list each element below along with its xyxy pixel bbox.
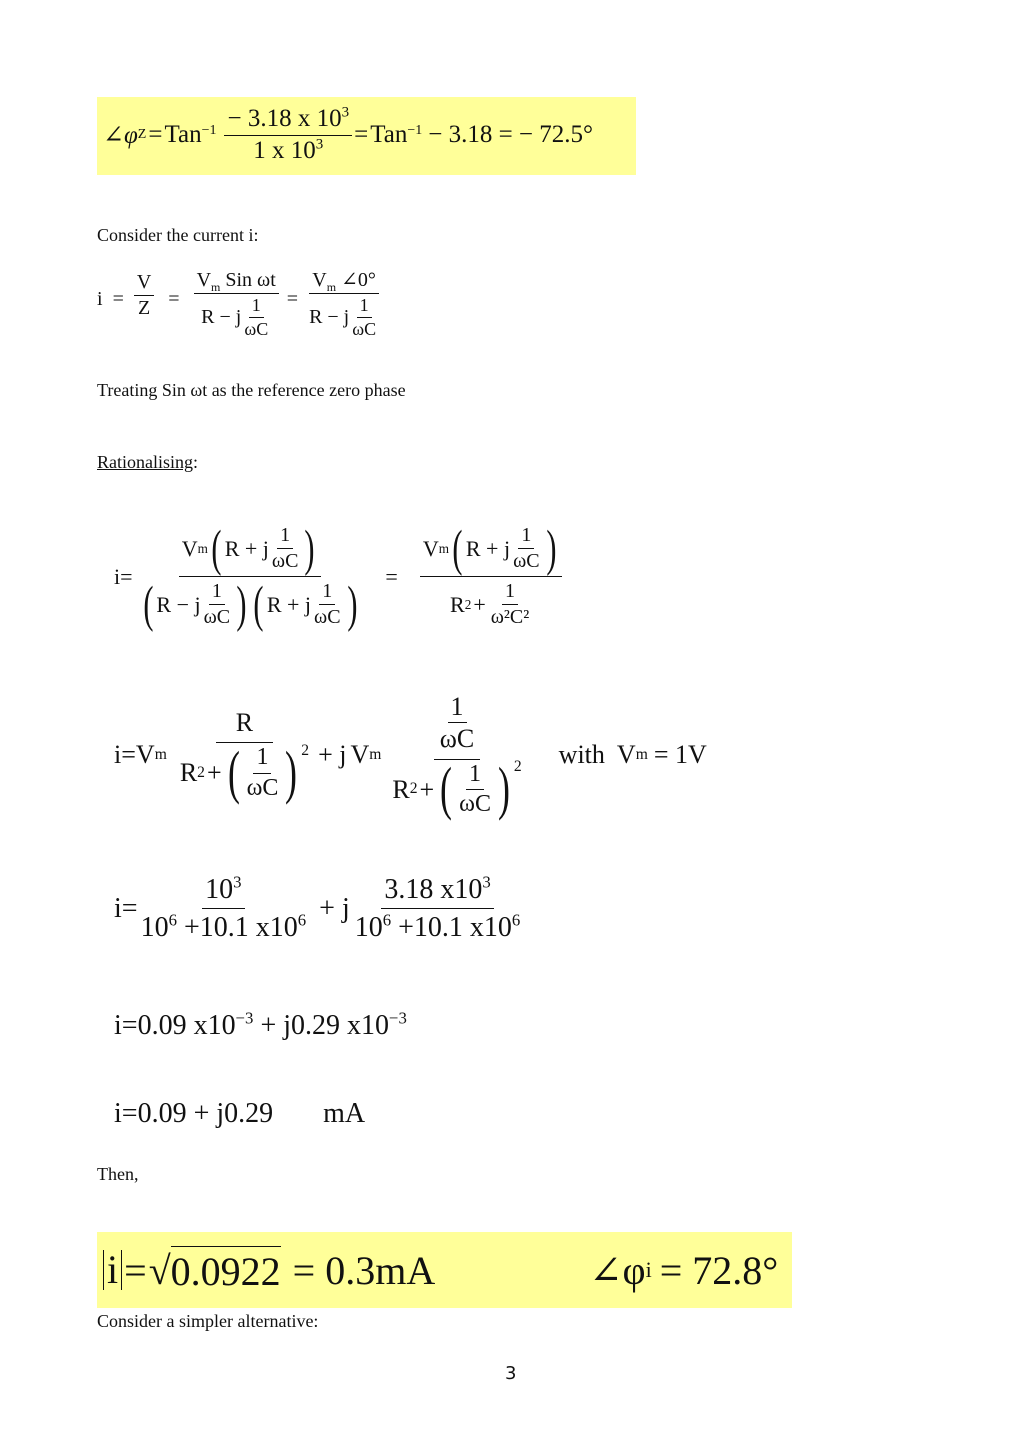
simpler-alternative-text: Consider a simpler alternative: <box>97 1311 319 1331</box>
rational-omega-c-3: ωC <box>314 606 341 628</box>
split-plus-j: + j <box>318 740 347 769</box>
r-plus-j-2: R + j <box>266 591 312 617</box>
denominator-exponent: 3 <box>315 136 324 153</box>
sqrt-sign: √ <box>148 1247 171 1293</box>
current-i: i <box>97 288 103 310</box>
split-vm-2: V <box>350 740 370 769</box>
v-symbol: V <box>134 272 154 296</box>
tan-label-2: Tan <box>370 121 408 148</box>
real-den-omega-c: ωC <box>246 774 279 801</box>
one: 1 <box>249 296 264 318</box>
then-text: Then, <box>97 1164 139 1184</box>
rational-omega-c-2: ωC <box>203 606 231 628</box>
imag-den-one: 1 <box>466 762 484 790</box>
result-i: i <box>114 1010 122 1041</box>
vm-symbol-2: V <box>312 269 327 291</box>
split-equation: i = V m R R 2 + ( $\frac{1}{\omega C}$ ) $^2$ + j V m $\frac{1}{\omega C}$ R 2 + ( $\frac{1}{\omega C}$ ) $^2$ with V m = 1V <box>114 692 707 822</box>
rational-vm-2: V <box>422 535 439 561</box>
angle-phi-symbol: ∠φ <box>103 122 138 149</box>
rationalising-heading: Rationalising: <box>97 452 199 472</box>
numeric-num1: 10 <box>205 874 234 905</box>
rational-one-5: 1 <box>502 581 518 605</box>
rationalised-equation: i = V m ( R + j $\frac{1}{\omega C}$ ) ( R − j $\frac{1}{\omega C}$ ) ( R + j $\frac{1}{\omega C}$ ) = V m ( R + j $\frac{1}{\omega C}$ ) R 2 + $\frac{1}{\text{ω²C²}}$ <box>114 525 562 628</box>
rational-vm: V <box>181 535 198 561</box>
numerator-exponent: 3 <box>341 104 350 121</box>
with-vm: V <box>616 740 636 769</box>
numeric-den-b-2: +10.1 x10 <box>391 912 512 944</box>
sin-omega-t: Sin ωt <box>220 269 276 291</box>
vm-angle-fraction <box>306 270 382 339</box>
imag-den-r: R <box>392 774 410 804</box>
imag-num-omega-c: ωC <box>439 724 475 754</box>
imag-num-one: 1 <box>448 693 467 723</box>
z-symbol: Z <box>137 297 151 319</box>
vm-symbol: V <box>196 269 212 291</box>
split-vm: V <box>135 740 155 769</box>
one-2: 1 <box>357 296 372 318</box>
numeric-num1-exp: 3 <box>233 872 242 892</box>
result-ma-equation: i=0.09 + j0.29 mA <box>114 1098 366 1129</box>
result-imag: + j0.29 x10 <box>253 1010 390 1041</box>
numeric-den-b-exp-2: 6 <box>511 911 521 931</box>
result-exponent-equation: i=0.09 $x10^{-3} + j0.29$ $x10^{-3}$ <box>114 1008 407 1041</box>
with-rhs: = 1V <box>653 740 707 769</box>
rational-fraction-2: V m ( R + j $\frac{1}{\omega C}$ ) R 2 + $\frac{1}{\text{ω²C²}}$ <box>420 525 563 628</box>
imag-den-omega-c: ωC <box>459 790 491 817</box>
rational-one: 1 <box>277 525 293 549</box>
numeric-plus-j: + j <box>319 892 350 924</box>
result-ma-value: 0.09 + j0.29 <box>137 1098 274 1129</box>
result-real-exp: −3 <box>235 1008 254 1028</box>
radicand: 0.0922 <box>171 1246 281 1295</box>
tan-label: Tan <box>164 121 202 148</box>
vm-sin-fraction <box>194 270 279 339</box>
rational-omega-c-4: ωC <box>513 550 540 572</box>
magnitude-equation-box: i = √ 0.0922 = 0.3mA ∠φ i = 72.8° <box>97 1232 792 1308</box>
consider-current-text: Consider the current i: <box>97 225 259 245</box>
rational-one-3: 1 <box>319 581 335 605</box>
angle-phi-i: ∠φ <box>589 1247 646 1293</box>
omega-c: ωC <box>244 318 269 339</box>
magnitude-rhs: = 0.3mA <box>292 1247 436 1293</box>
angle-rhs: = 72.8° <box>659 1247 779 1293</box>
rational-r: R <box>450 591 465 617</box>
phase-z-equation-box: ∠φ Z = Tan $^{-1}$ $\frac{- 3.18 x 10^3}{1 x 10^3}$ = Tan $^{-1}$ − 3.18 = − 72.5° <box>97 97 636 175</box>
phase-result: − 3.18 = − 72.5° <box>428 121 594 148</box>
rational-one-2: 1 <box>209 581 225 605</box>
numeric-den-b-exp: 6 <box>297 911 307 931</box>
current-equation: i = $\frac{V}{Z}$ = $V_m$ Sin ωt R − j $\frac{1}{\omega C}$ = $V_m$ ∠0° R − j $\frac{1}{\omega C}$ <box>97 270 382 339</box>
page-number: 3 <box>505 1363 517 1384</box>
with-label: with <box>558 740 605 769</box>
real-den-r: R <box>179 758 198 788</box>
real-den-one: 1 <box>253 745 271 773</box>
angle-zero: ∠0° <box>336 269 376 291</box>
numeric-i: i <box>114 892 122 924</box>
r-plus-j-3: R + j <box>465 535 511 561</box>
result-ma-i: i <box>114 1098 122 1129</box>
imag-fraction: $\frac{1}{\omega C}$ R 2 + ( $\frac{1}{\omega C}$ ) $^2$ <box>392 692 522 822</box>
r-plus-j: R + j <box>224 535 269 561</box>
omega2-c2: ω²C² <box>490 606 530 628</box>
rational-omega-c: ωC <box>271 550 299 572</box>
treating-text: Treating Sin ωt as the reference zero phase <box>97 380 406 400</box>
rational-one-4: 1 <box>518 525 534 549</box>
phase-numerator: − 3.18 x 10 <box>227 105 342 133</box>
real-numerator-r: R <box>216 709 273 743</box>
numeric-den-a-exp-2: 6 <box>382 911 392 931</box>
numeric-den-a-exp: 6 <box>168 911 177 931</box>
rational-i: i <box>114 563 121 589</box>
rational-fraction-1: V m ( R + j $\frac{1}{\omega C}$ ) ( R − j $\frac{1}{\omega C}$ ) ( R + j $\frac{1}{\omega C}$ ) <box>142 519 358 632</box>
real-fraction: R R 2 + ( $\frac{1}{\omega C}$ ) $^2$ <box>179 708 310 806</box>
numeric-num2: 3.18 x10 <box>384 874 483 905</box>
numeric-real-fraction <box>138 872 310 944</box>
result-ma-unit: mA <box>323 1098 366 1129</box>
omega-c-2: ωC <box>352 318 377 339</box>
numeric-imag-fraction <box>352 872 524 944</box>
numeric-den-a-2: 10 <box>354 912 383 944</box>
r-minus-j-3: R − j <box>156 591 201 617</box>
phase-fraction <box>224 106 352 164</box>
result-real: 0.09 x10 <box>137 1010 236 1041</box>
numeric-den-b: +10.1 x10 <box>176 912 298 944</box>
phase-denominator: 1 x 10 <box>253 136 316 164</box>
result-imag-exp: −3 <box>389 1008 407 1028</box>
magnitude-i: i <box>103 1250 122 1290</box>
m-subscript-2: m <box>326 280 337 294</box>
v-over-z <box>134 272 154 319</box>
numeric-den-a: 10 <box>140 912 169 944</box>
rationalising-label: Rationalising <box>97 452 193 472</box>
split-i: i <box>114 740 122 769</box>
numeric-equation: i = $\frac{10^3}{10^6 +10.1 x10^6}$ + j $\frac{3.18 x10^3}{10^6 +10.1 x10^6}$ <box>114 875 523 943</box>
m-subscript: m <box>211 280 221 294</box>
r-minus-j: R − j <box>201 305 242 328</box>
r-minus-j-2: R − j <box>309 305 350 328</box>
numeric-num2-exp: 3 <box>482 872 491 892</box>
